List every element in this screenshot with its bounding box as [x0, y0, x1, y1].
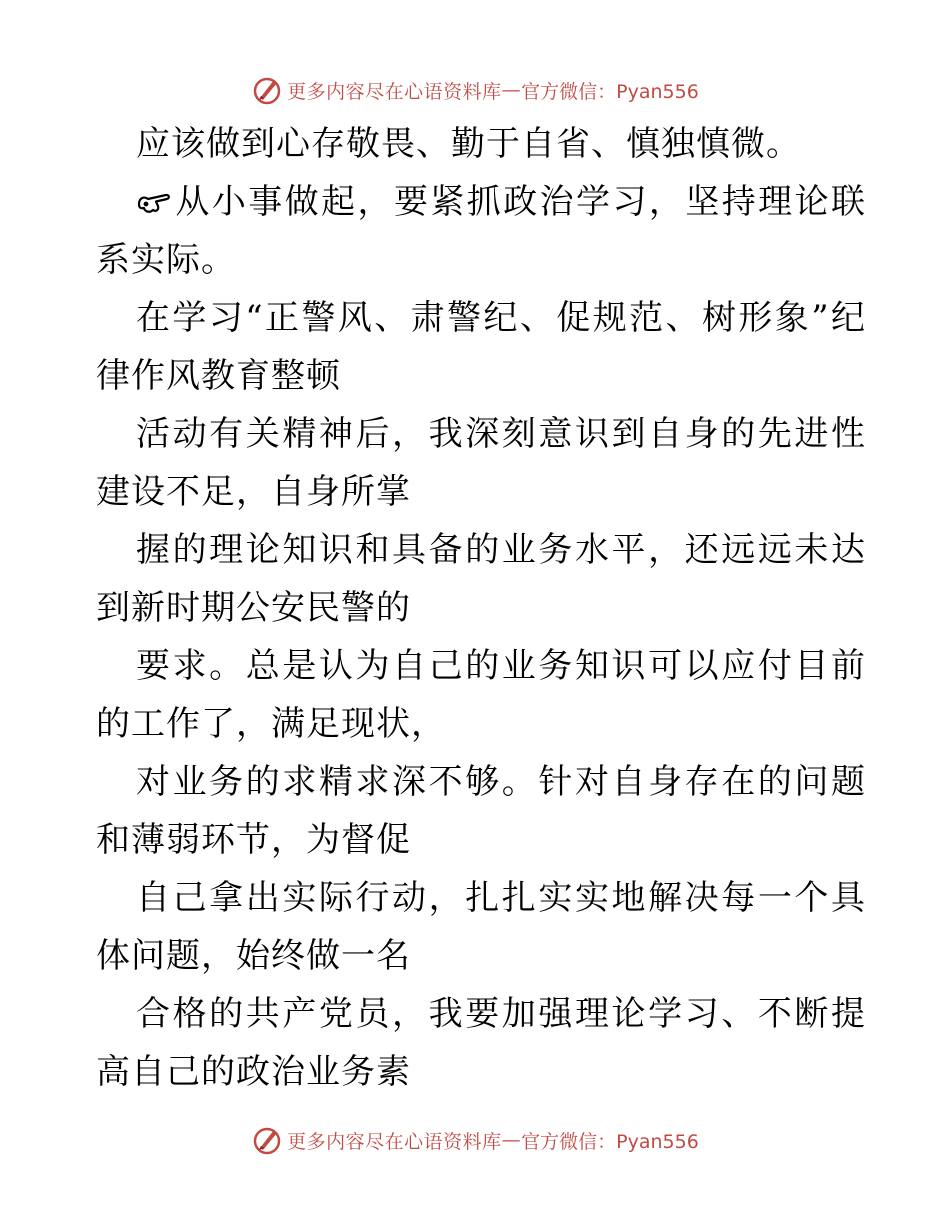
paragraph — [96, 115, 866, 173]
paragraph — [96, 869, 866, 985]
paragraph-text: 应该做到心存敬畏、勤于自省、慎独慎微。 — [136, 124, 801, 164]
paragraph — [96, 289, 866, 405]
banner-contact: 官方微信：Pyan556 — [521, 80, 699, 103]
quill-pen-logo-icon — [251, 74, 283, 106]
hand-pointing-bullet-icon — [136, 189, 172, 215]
quill-pen-logo-icon — [251, 1124, 283, 1156]
paragraph — [96, 637, 866, 753]
paragraph-text: 在学习“正警风、肃警纪、促规范、树形象”纪律作风教育整顿 — [96, 298, 866, 396]
banner-contact: 官方微信：Pyan556 — [521, 1130, 699, 1153]
banner-separator: — — [501, 79, 522, 101]
paragraph — [96, 521, 866, 637]
footer-banner — [0, 1120, 950, 1160]
paragraph — [96, 753, 866, 869]
paragraph-text: 活动有关精神后，我深刻意识到自身的先进性建设不足，自身所掌 — [96, 414, 866, 512]
paragraph — [96, 405, 866, 521]
banner-text: 更多内容尽在心语资料库 — [287, 80, 502, 103]
paragraph-text: 合格的共产党员，我要加强理论学习、不断提高自己的政治业务素 — [96, 994, 866, 1092]
header-banner — [0, 70, 950, 110]
document-body — [96, 115, 866, 1101]
banner-separator: — — [501, 1129, 522, 1151]
paragraph — [96, 173, 866, 289]
paragraph-text: 握的理论知识和具备的业务水平，还远远未达到新时期公安民警的 — [96, 530, 866, 628]
banner-text: 更多内容尽在心语资料库 — [287, 1130, 502, 1153]
paragraph-text: 要求。总是认为自己的业务知识可以应付目前的工作了，满足现状， — [96, 646, 866, 744]
paragraph-text: 从小事做起，要紧抓政治学习，坚持理论联系实际。 — [96, 182, 866, 280]
paragraph-text: 自己拿出实际行动，扎扎实实地解决每一个具体问题，始终做一名 — [96, 878, 866, 976]
paragraph-text: 对业务的求精求深不够。针对自身存在的问题和薄弱环节，为督促 — [96, 762, 866, 860]
paragraph — [96, 985, 866, 1101]
